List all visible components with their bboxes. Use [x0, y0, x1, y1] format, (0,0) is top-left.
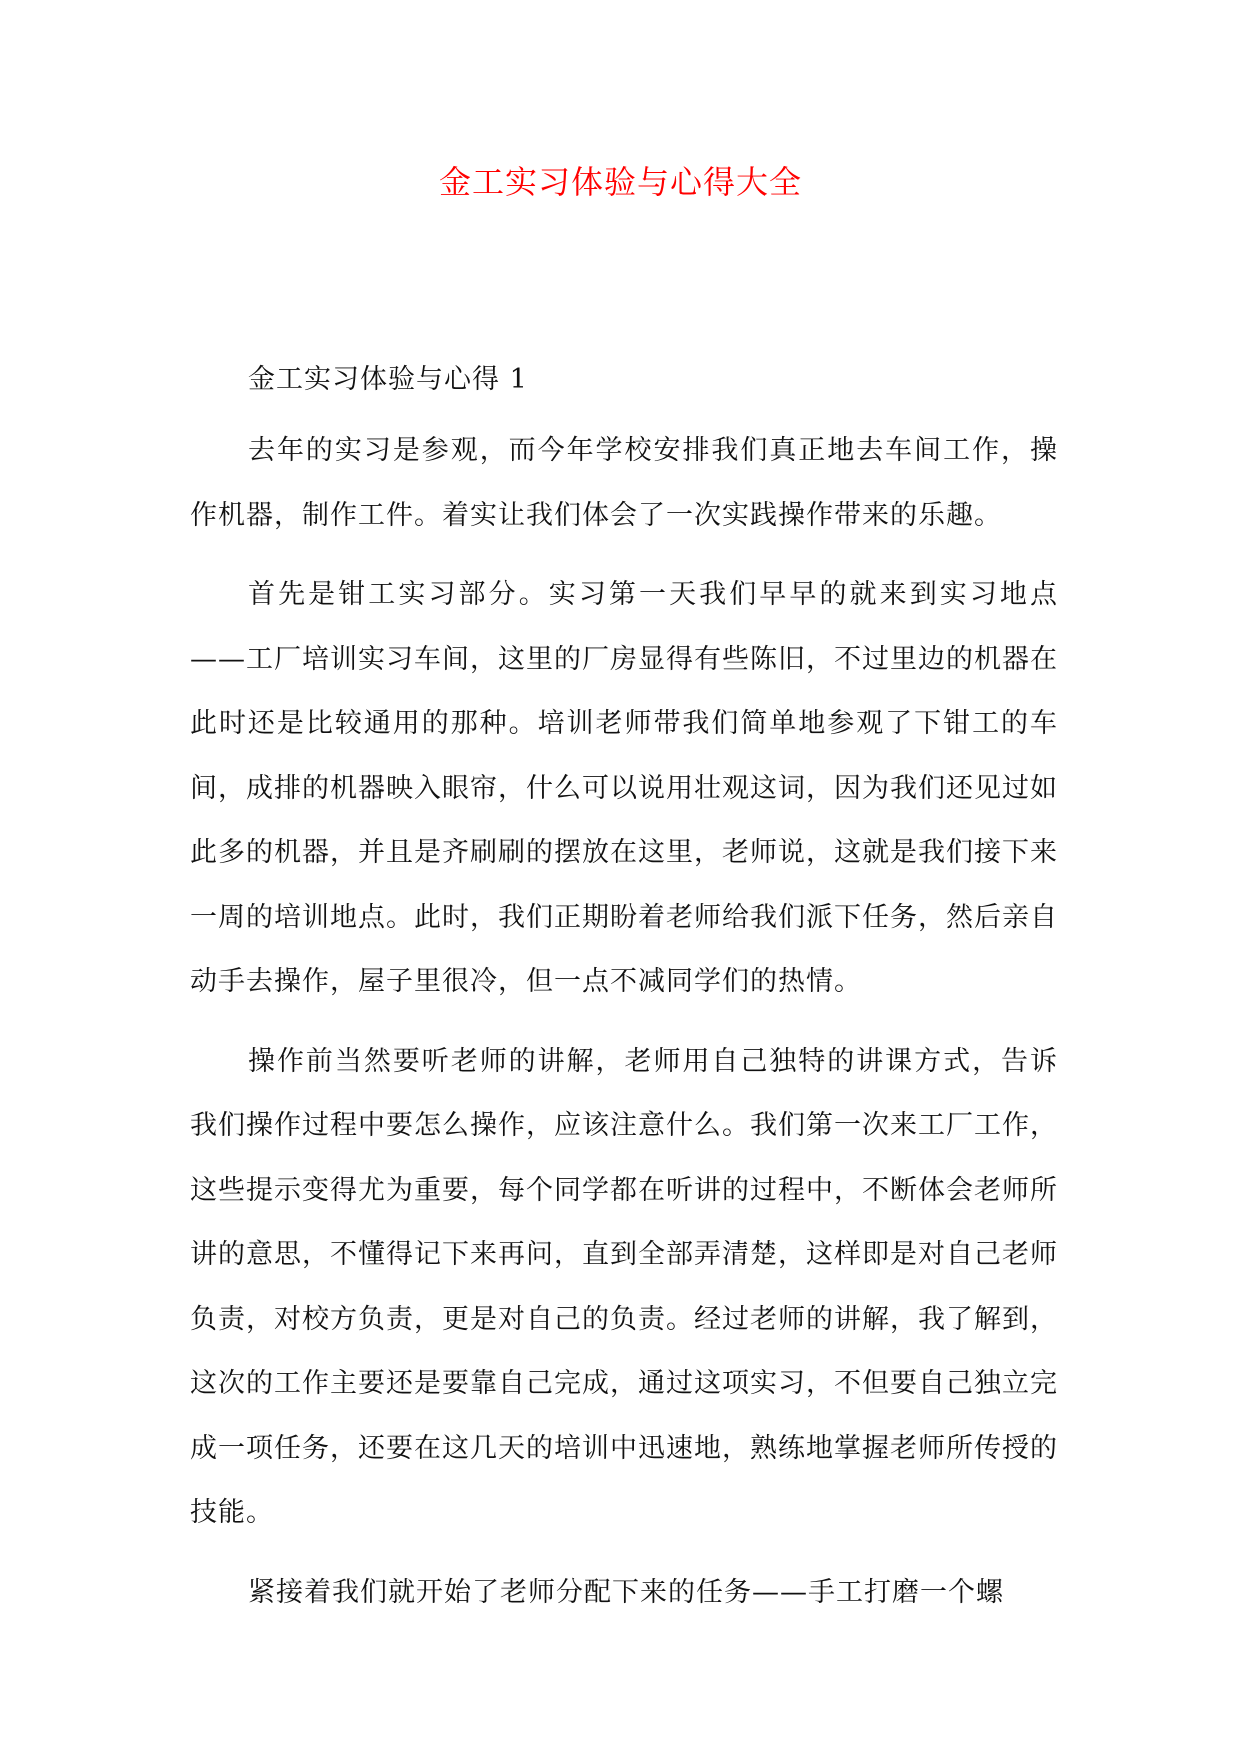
paragraph-4: 紧接着我们就开始了老师分配下来的任务——手工打磨一个螺: [248, 1576, 1004, 1608]
document-title: 金工实习体验与心得大全: [438, 163, 802, 201]
document-body: [190, 356, 1058, 1640]
paragraph-3: 操作前当然要听老师的讲解，老师用自己独特的讲课方式，告诉我们操作过程中要怎么操作，应该注意什么。我们第一次来工厂工作，这些提示变得尤为重要，每个同学都在听讲的过程中，不断体会老师所讲的意思，不懂得记下来再问，直到全部弄清楚，这样即是对自己老师负责，对校方负责，更是对自己的负责。经过老师的讲解，我了解到，这次的工作主要还是要靠自己完成，通过这项实习，不但要自己独立完成一项任务，还要在这几天的培训中迅速地，熟练地掌握老师所传授的技能。: [190, 1045, 1058, 1528]
paragraph-2: 首先是钳工实习部分。实习第一天我们早早的就来到实习地点——工厂培训实习车间，这里的厂房显得有些陈旧，不过里边的机器在此时还是比较通用的那种。培训老师带我们简单地参观了下钳工的车间，成排的机器映入眼帘，什么可以说用壮观这词，因为我们还见过如此多的机器，并且是齐刷刷的摆放在这里，老师说，这就是我们接下来一周的培训地点。此时，我们正期盼着老师给我们派下任务，然后亲自动手去操作，屋子里很冷，但一点不减同学们的热情。: [190, 579, 1058, 997]
section-heading: 金工实习体验与心得 1: [248, 364, 528, 395]
paragraph-1: 去年的实习是参观，而今年学校安排我们真正地去车间工作，操作机器，制作工件。着实让我们体会了一次实践操作带来的乐趣。: [190, 435, 1058, 531]
